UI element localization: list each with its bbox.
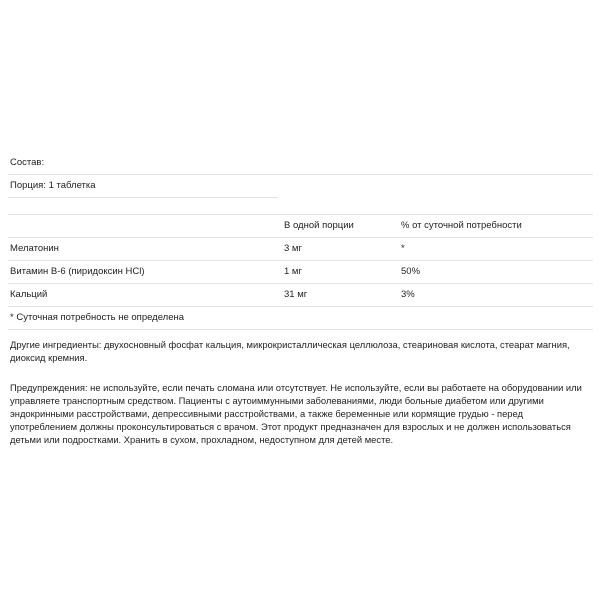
nutrient-amount: 31 мг xyxy=(284,289,308,300)
nutrient-daily-value: * xyxy=(401,243,405,254)
supplement-facts-panel xyxy=(8,152,593,330)
serving-label: Порция: 1 таблетка xyxy=(10,180,96,191)
other-ingredients-text: Другие ингредиенты: двухосновный фосфат кальция, микрокристаллическая целлюлоза, стеариновая кислота, стеарат магния, диоксид кремния. xyxy=(10,339,570,363)
daily-value-footnote: * Суточная потребность не определена xyxy=(10,312,185,323)
nutrient-name: Мелатонин xyxy=(10,243,59,254)
table-row xyxy=(8,284,593,307)
spacer-row xyxy=(8,198,593,215)
nutrient-name: Витамин B-6 (пиридоксин HCl) xyxy=(10,266,145,277)
table-row xyxy=(8,238,593,261)
warnings-section xyxy=(10,381,590,446)
composition-row xyxy=(8,152,593,175)
nutrient-name: Кальций xyxy=(10,289,48,300)
table-header-row xyxy=(8,215,593,238)
nutrient-amount: 3 мг xyxy=(284,243,302,254)
column-header-per-serving: В одной порции xyxy=(284,220,354,231)
table-row xyxy=(8,261,593,284)
nutrient-daily-value: 3% xyxy=(401,289,415,300)
other-ingredients-section xyxy=(10,338,590,364)
composition-label: Состав: xyxy=(10,157,45,168)
warnings-text: Предупреждения: не используйте, если печать сломана или отсутствует. Не используйте, если вы работаете на оборудовании или управляете транспортным средством. Пациенты с аутоиммунными заболеваниями, люди больные диабетом или другими эндокринными расстройствами, депрессивными расстройствами, а также беременные или кормящие грудью - перед употреблением должны проконсультироваться с врачом. Этот продукт предназначен для взрослых и не должен использоваться детьми или подростками. Хранить в сухом, прохладном, недоступном для детей месте. xyxy=(10,382,582,445)
nutrient-daily-value: 50% xyxy=(401,266,421,277)
serving-row xyxy=(8,175,278,198)
column-header-daily-value: % от суточной потребности xyxy=(401,220,522,231)
nutrient-amount: 1 мг xyxy=(284,266,302,277)
footnote-row xyxy=(8,307,593,330)
